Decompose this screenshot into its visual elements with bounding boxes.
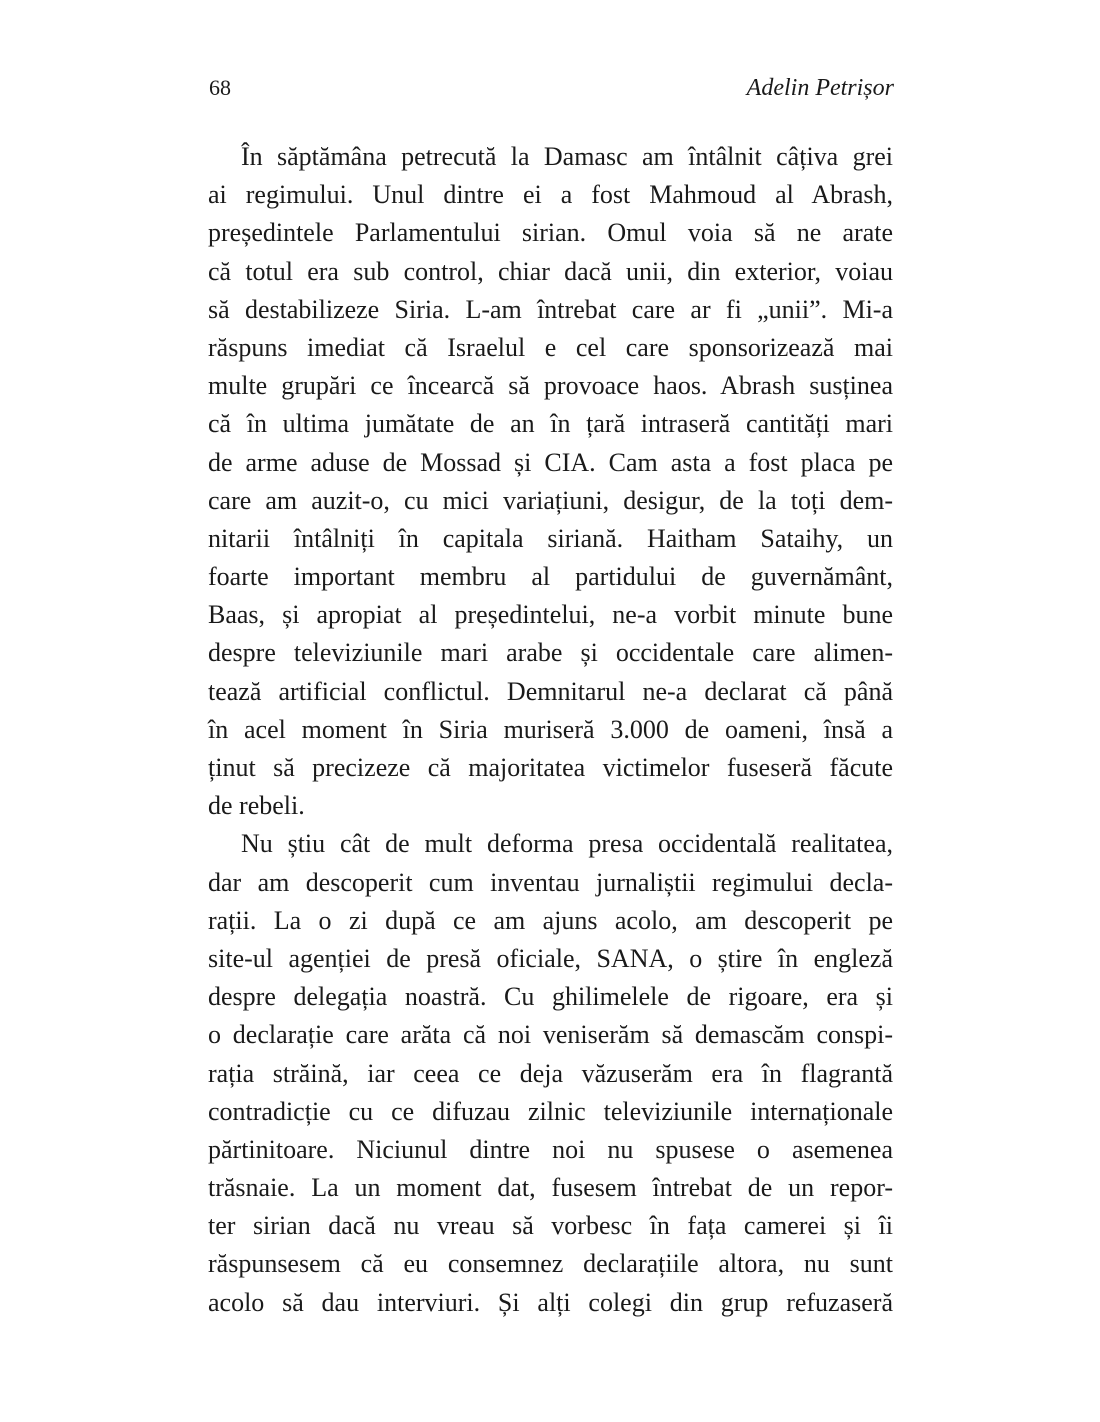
- body-text: [208, 138, 893, 1322]
- text-line: ținut să precizeze că majoritatea victimelor fuseseră făcute: [208, 753, 893, 782]
- text-line: să destabilizeze Siria. L-am întrebat care ar fi „unii”. Mi-a: [208, 294, 893, 324]
- text-line: tează artificial conflictul. Demnitarul ne-a declarat că până: [208, 676, 893, 706]
- text-line: nitarii întâlniți în capitala siriană. Haitham Sataihy, un: [208, 523, 893, 553]
- text-line: părtinitoare. Niciunul dintre noi nu spusese o asemenea: [208, 1134, 893, 1164]
- text-line: foarte important membru al partidului de guvernământ,: [208, 562, 893, 592]
- running-head-author: Adelin Petrișor: [746, 75, 894, 101]
- text-line: multe grupări ce încearcă să provoace haos. Abrash susținea: [208, 371, 893, 401]
- text-line: acolo să dau interviuri. Și alți colegi din grup refuzaseră: [208, 1287, 893, 1317]
- text-line: dar am descoperit cum inventau jurnaliștii regimului decla-: [208, 867, 893, 897]
- text-line: o declarație care arăta că noi veniserăm să demascăm conspi-: [208, 1020, 893, 1050]
- text-line: site-ul agenției de presă oficiale, SANA, o știre în engleză: [208, 943, 893, 973]
- text-line: ai regimului. Unul dintre ei a fost Mahmoud al Abrash,: [208, 180, 893, 210]
- text-line: că totul era sub control, chiar dacă unii, din exterior, voiau: [208, 256, 893, 286]
- text-line: despre televiziunile mari arabe și occidentale care alimen-: [208, 638, 893, 668]
- text-line: în acel moment în Siria muriseră 3.000 de oameni, însă a: [208, 714, 893, 744]
- text-line: de rebeli.: [208, 791, 305, 821]
- text-line: răspunsesem că eu consemnez declarațiile altora, nu sunt: [208, 1249, 893, 1279]
- text-line: Baas, și apropiat al președintelui, ne-a vorbit minute bune: [208, 600, 893, 630]
- text-line: trăsnaie. La un moment dat, fusesem întrebat de un repor-: [208, 1173, 893, 1203]
- text-line: contradicție cu ce difuzau zilnic televiziunile internaționale: [208, 1096, 893, 1126]
- text-line: rații. La o zi după ce am ajuns acolo, am descoperit pe: [208, 905, 893, 935]
- text-line: Nu știu cât de mult deforma presa occidentală realitatea,: [241, 829, 893, 859]
- text-line: răspuns imediat că Israelul e cel care sponsorizează mai: [208, 332, 893, 362]
- text-line: care am auzit-o, cu mici variațiuni, desigur, de la toți dem-: [208, 485, 893, 515]
- paragraph-1: [208, 138, 893, 825]
- text-line: rația străină, iar ceea ce deja văzuserăm era în flagrantă: [208, 1058, 893, 1088]
- text-line: de arme aduse de Mossad și CIA. Cam asta a fost placa pe: [208, 447, 893, 477]
- page-number: 68: [209, 75, 231, 100]
- text-line: că în ultima jumătate de an în țară intraseră cantități mari: [208, 409, 893, 439]
- text-line: despre delegația noastră. Cu ghilimelele de rigoare, era și: [208, 982, 893, 1012]
- text-line: În săptămâna petrecută la Damasc am întâlnit câțiva grei: [241, 142, 893, 171]
- paragraph-2: [208, 825, 893, 1321]
- text-line: ter sirian dacă nu vreau să vorbesc în fața camerei și îi: [208, 1211, 893, 1241]
- text-line: președintele Parlamentului sirian. Omul voia să ne arate: [208, 218, 893, 248]
